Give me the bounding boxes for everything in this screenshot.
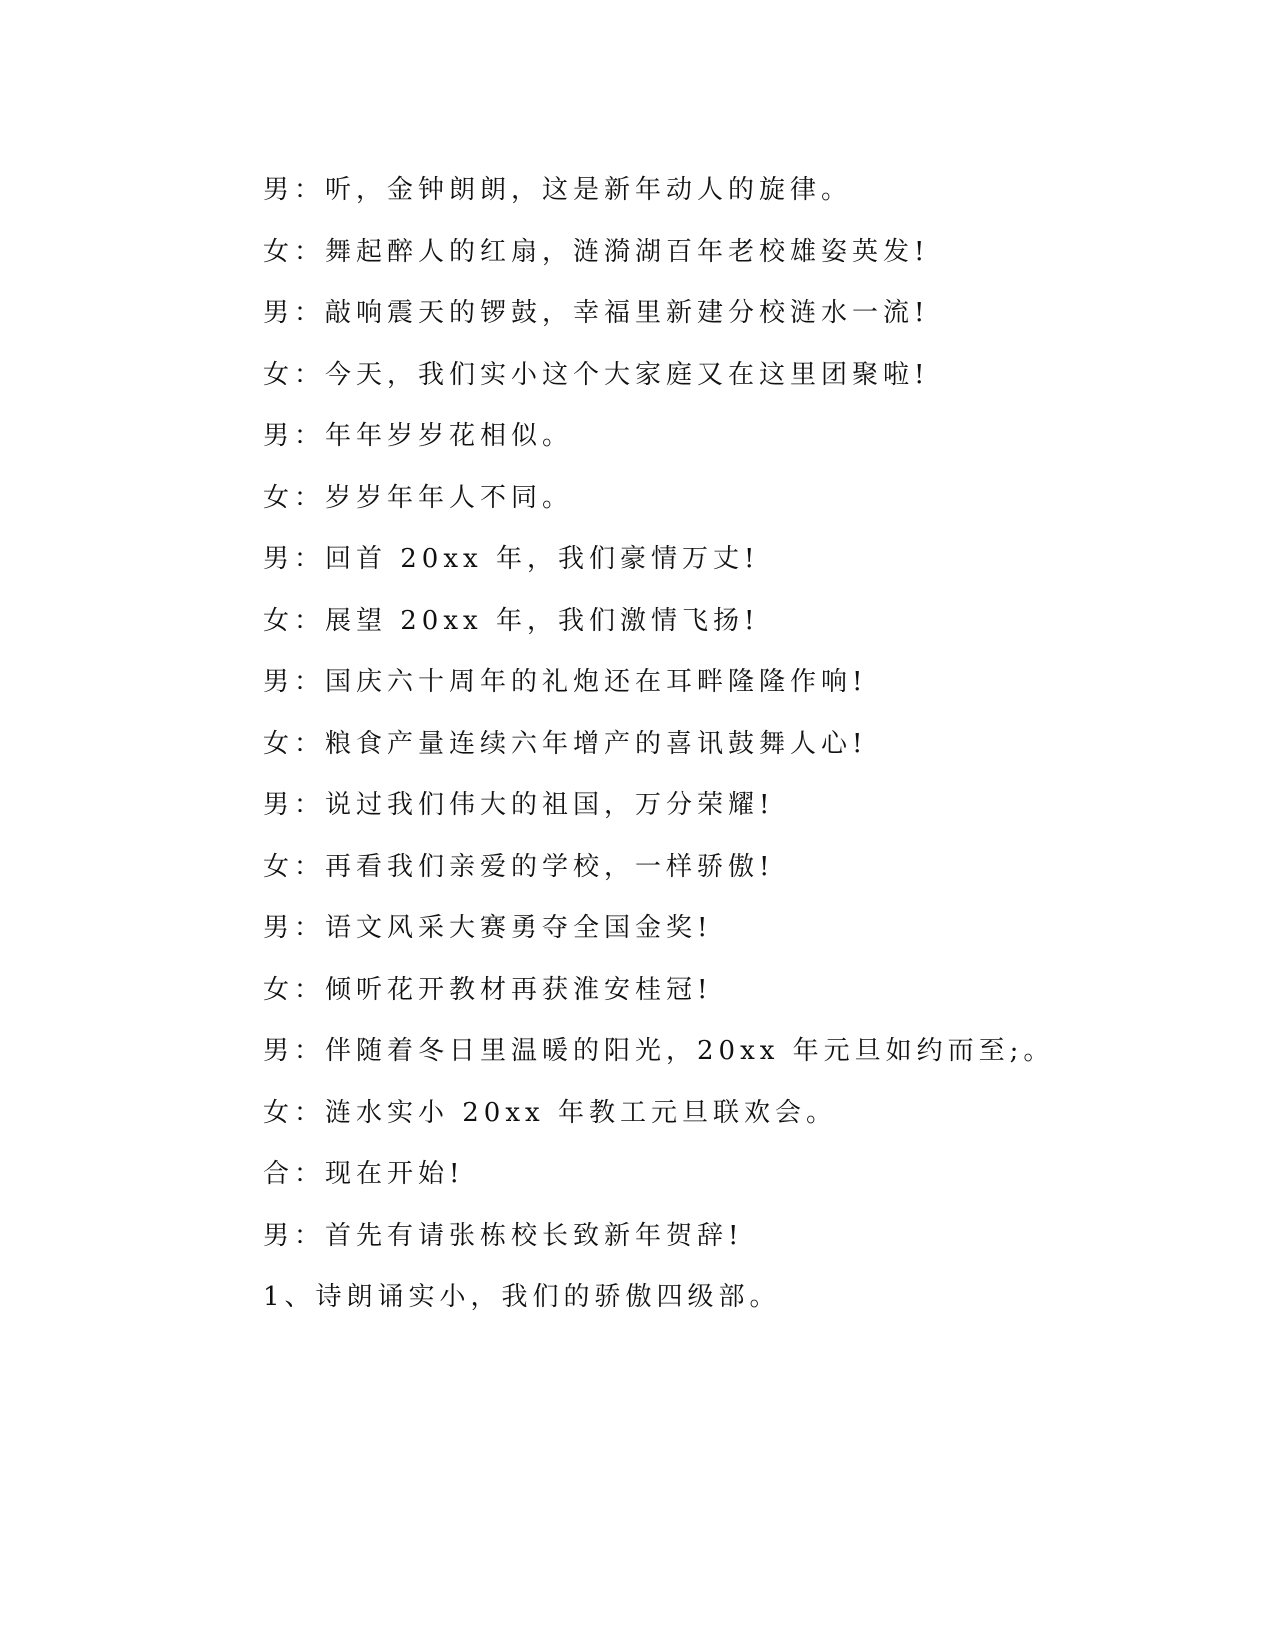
script-line: 男：年年岁岁花相似。 bbox=[263, 421, 574, 451]
script-line: 男：国庆六十周年的礼炮还在耳畔隆隆作响! bbox=[263, 667, 868, 697]
script-line: 男：伴随着冬日里温暖的阳光，20xx 年元旦如约而至;。 bbox=[263, 1036, 1055, 1066]
script-line: 女：粮食产量连续六年增产的喜讯鼓舞人心! bbox=[263, 728, 868, 759]
program-item: 1、诗朗诵实小，我们的骄傲四级部。 bbox=[263, 1282, 781, 1312]
script-line: 男：听，金钟朗朗，这是新年动人的旋律。 bbox=[263, 175, 853, 205]
script-line: 女：今天，我们实小这个大家庭又在这里团聚啦! bbox=[263, 359, 930, 390]
script-line: 男：回首 20xx 年，我们豪情万丈! bbox=[263, 544, 760, 574]
script-line: 男：首先有请张栋校长致新年贺辞! bbox=[263, 1220, 744, 1251]
script-line: 女：展望 20xx 年，我们激情飞扬! bbox=[263, 605, 760, 636]
script-text-block bbox=[263, 160, 1163, 1329]
script-line: 女：倾听花开教材再获淮安桂冠! bbox=[263, 974, 713, 1005]
script-line: 女：再看我们亲爱的学校，一样骄傲! bbox=[263, 851, 775, 882]
script-line: 男：说过我们伟大的祖国，万分荣耀! bbox=[263, 790, 775, 820]
script-line: 女：岁岁年年人不同。 bbox=[263, 482, 574, 513]
script-line: 女：舞起醉人的红扇，涟漪湖百年老校雄姿英发! bbox=[263, 236, 930, 267]
script-line: 男：敲响震天的锣鼓，幸福里新建分校涟水一流! bbox=[263, 298, 930, 328]
script-line: 男：语文风采大赛勇夺全国金奖! bbox=[263, 913, 713, 943]
script-line: 合：现在开始! bbox=[263, 1159, 465, 1189]
script-line: 女：涟水实小 20xx 年教工元旦联欢会。 bbox=[263, 1097, 837, 1128]
